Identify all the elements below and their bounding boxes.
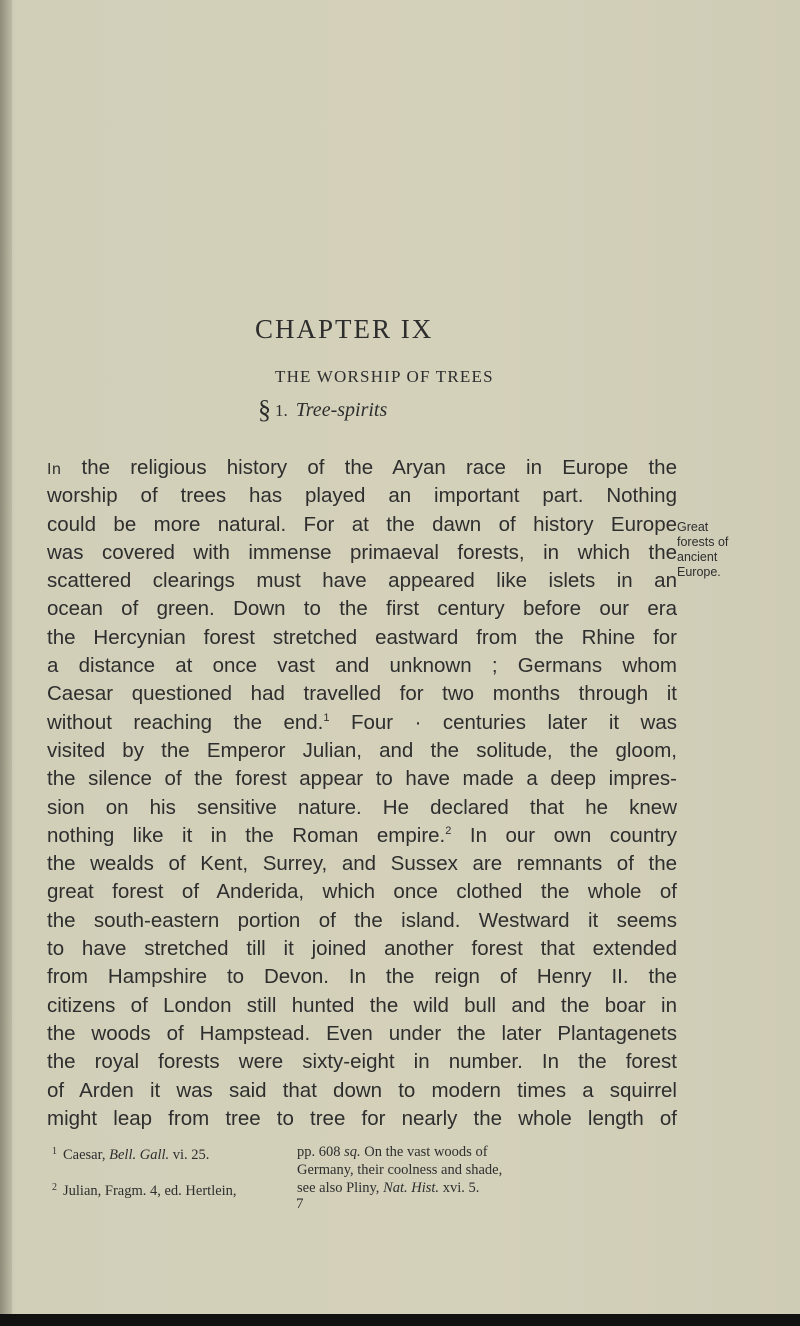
text-line: citizens of London still hunted the wild bull and the boar in — [47, 993, 677, 1017]
text-line: scattered clearings must have appeared like islets in an — [47, 569, 677, 593]
text-line: great forest of Anderida, which once clothed the whole of — [47, 880, 677, 904]
margin-note-line: Great — [677, 520, 709, 534]
text-line: the royal forests were sixty-eight in number. In the forest — [47, 1050, 677, 1074]
footnote: $^2$ Julian, Fragm. 4, ed. Hertlein, — [52, 1182, 237, 1199]
text-line: the silence of the forest appear to have made a deep impres- — [47, 767, 677, 791]
margin-note-line: forests of — [677, 535, 729, 549]
footnote-line: pp. 608 sq. On the vast woods of — [297, 1144, 488, 1160]
text-line: a distance at once vast and unknown ; Germans whom — [47, 654, 677, 678]
page-number: 7 — [296, 1196, 304, 1212]
footnote-ref[interactable]: 2 — [445, 824, 452, 837]
footnotes-right-column — [297, 1143, 677, 1197]
text-line: of Arden it was said that down to modern times a squirrel — [47, 1078, 677, 1102]
scan-bottom-edge — [0, 1314, 800, 1326]
section-number: 1. — [275, 401, 288, 420]
text-line: nothing like it in the Roman empire.$^2$ In our own country — [47, 823, 677, 847]
text-line: the south-eastern portion of the island. Westward it seems — [47, 908, 677, 932]
body-text — [47, 454, 677, 1133]
footnote-line: Germany, their coolness and shade, — [297, 1162, 503, 1178]
text-line: visited by the Emperor Julian, and the solitude, the gloom, — [47, 738, 677, 762]
margin-note — [677, 520, 767, 580]
text-line: In the religious history of the Aryan race in Europe the — [47, 456, 677, 479]
footnote-mark: 1 — [52, 1146, 57, 1157]
text-line: ocean of green. Down to the first century before our era — [47, 597, 677, 621]
text-line: to have stretched till it joined another forest that extended — [47, 937, 677, 961]
section-title: Tree-spirits — [295, 399, 388, 421]
footnotes-left-column — [52, 1143, 292, 1197]
text-line: sion on his sensitive nature. He declared that he knew — [47, 795, 677, 819]
chapter-title: CHAPTER IX — [255, 314, 434, 344]
lead-initial: In — [47, 461, 62, 478]
margin-note-line: ancient — [677, 550, 718, 564]
footnote-mark: 2 — [52, 1182, 57, 1193]
section-heading — [258, 395, 387, 425]
footnote-spacer — [52, 1161, 292, 1179]
text-line: the wealds of Kent, Surrey, and Sussex are remnants of the — [47, 852, 677, 876]
footnote-line: see also Pliny, Nat. Hist. xvi. 5. — [297, 1180, 480, 1196]
footnote-ref[interactable]: 1 — [323, 711, 330, 724]
text-line: was covered with immense primaeval forests, in which the — [47, 540, 677, 564]
text-line: Caesar questioned had travelled for two months through it — [47, 682, 677, 706]
text-line: the woods of Hampstead. Even under the later Plantagenets — [47, 1021, 677, 1045]
section-symbol: § — [258, 395, 271, 424]
margin-note-line: Europe. — [677, 565, 721, 579]
text-line: without reaching the end.$^1$ Four · centuries later it was — [47, 710, 678, 734]
chapter-subtitle: THE WORSHIP OF TREES — [275, 367, 494, 386]
text-line: could be more natural. For at the dawn of history Europe — [47, 512, 677, 536]
text-line: from Hampshire to Devon. In the reign of Henry II. the — [47, 965, 677, 989]
footnote: $^1$ Caesar, Bell. Gall. vi. 25. — [52, 1146, 210, 1163]
book-spine-shadow — [0, 0, 12, 1326]
text-line: the Hercynian forest stretched eastward from the Rhine for — [47, 625, 677, 649]
text-line: might leap from tree to tree for nearly the whole length of — [47, 1106, 677, 1130]
text-line: worship of trees has played an important part. Nothing — [47, 484, 677, 508]
